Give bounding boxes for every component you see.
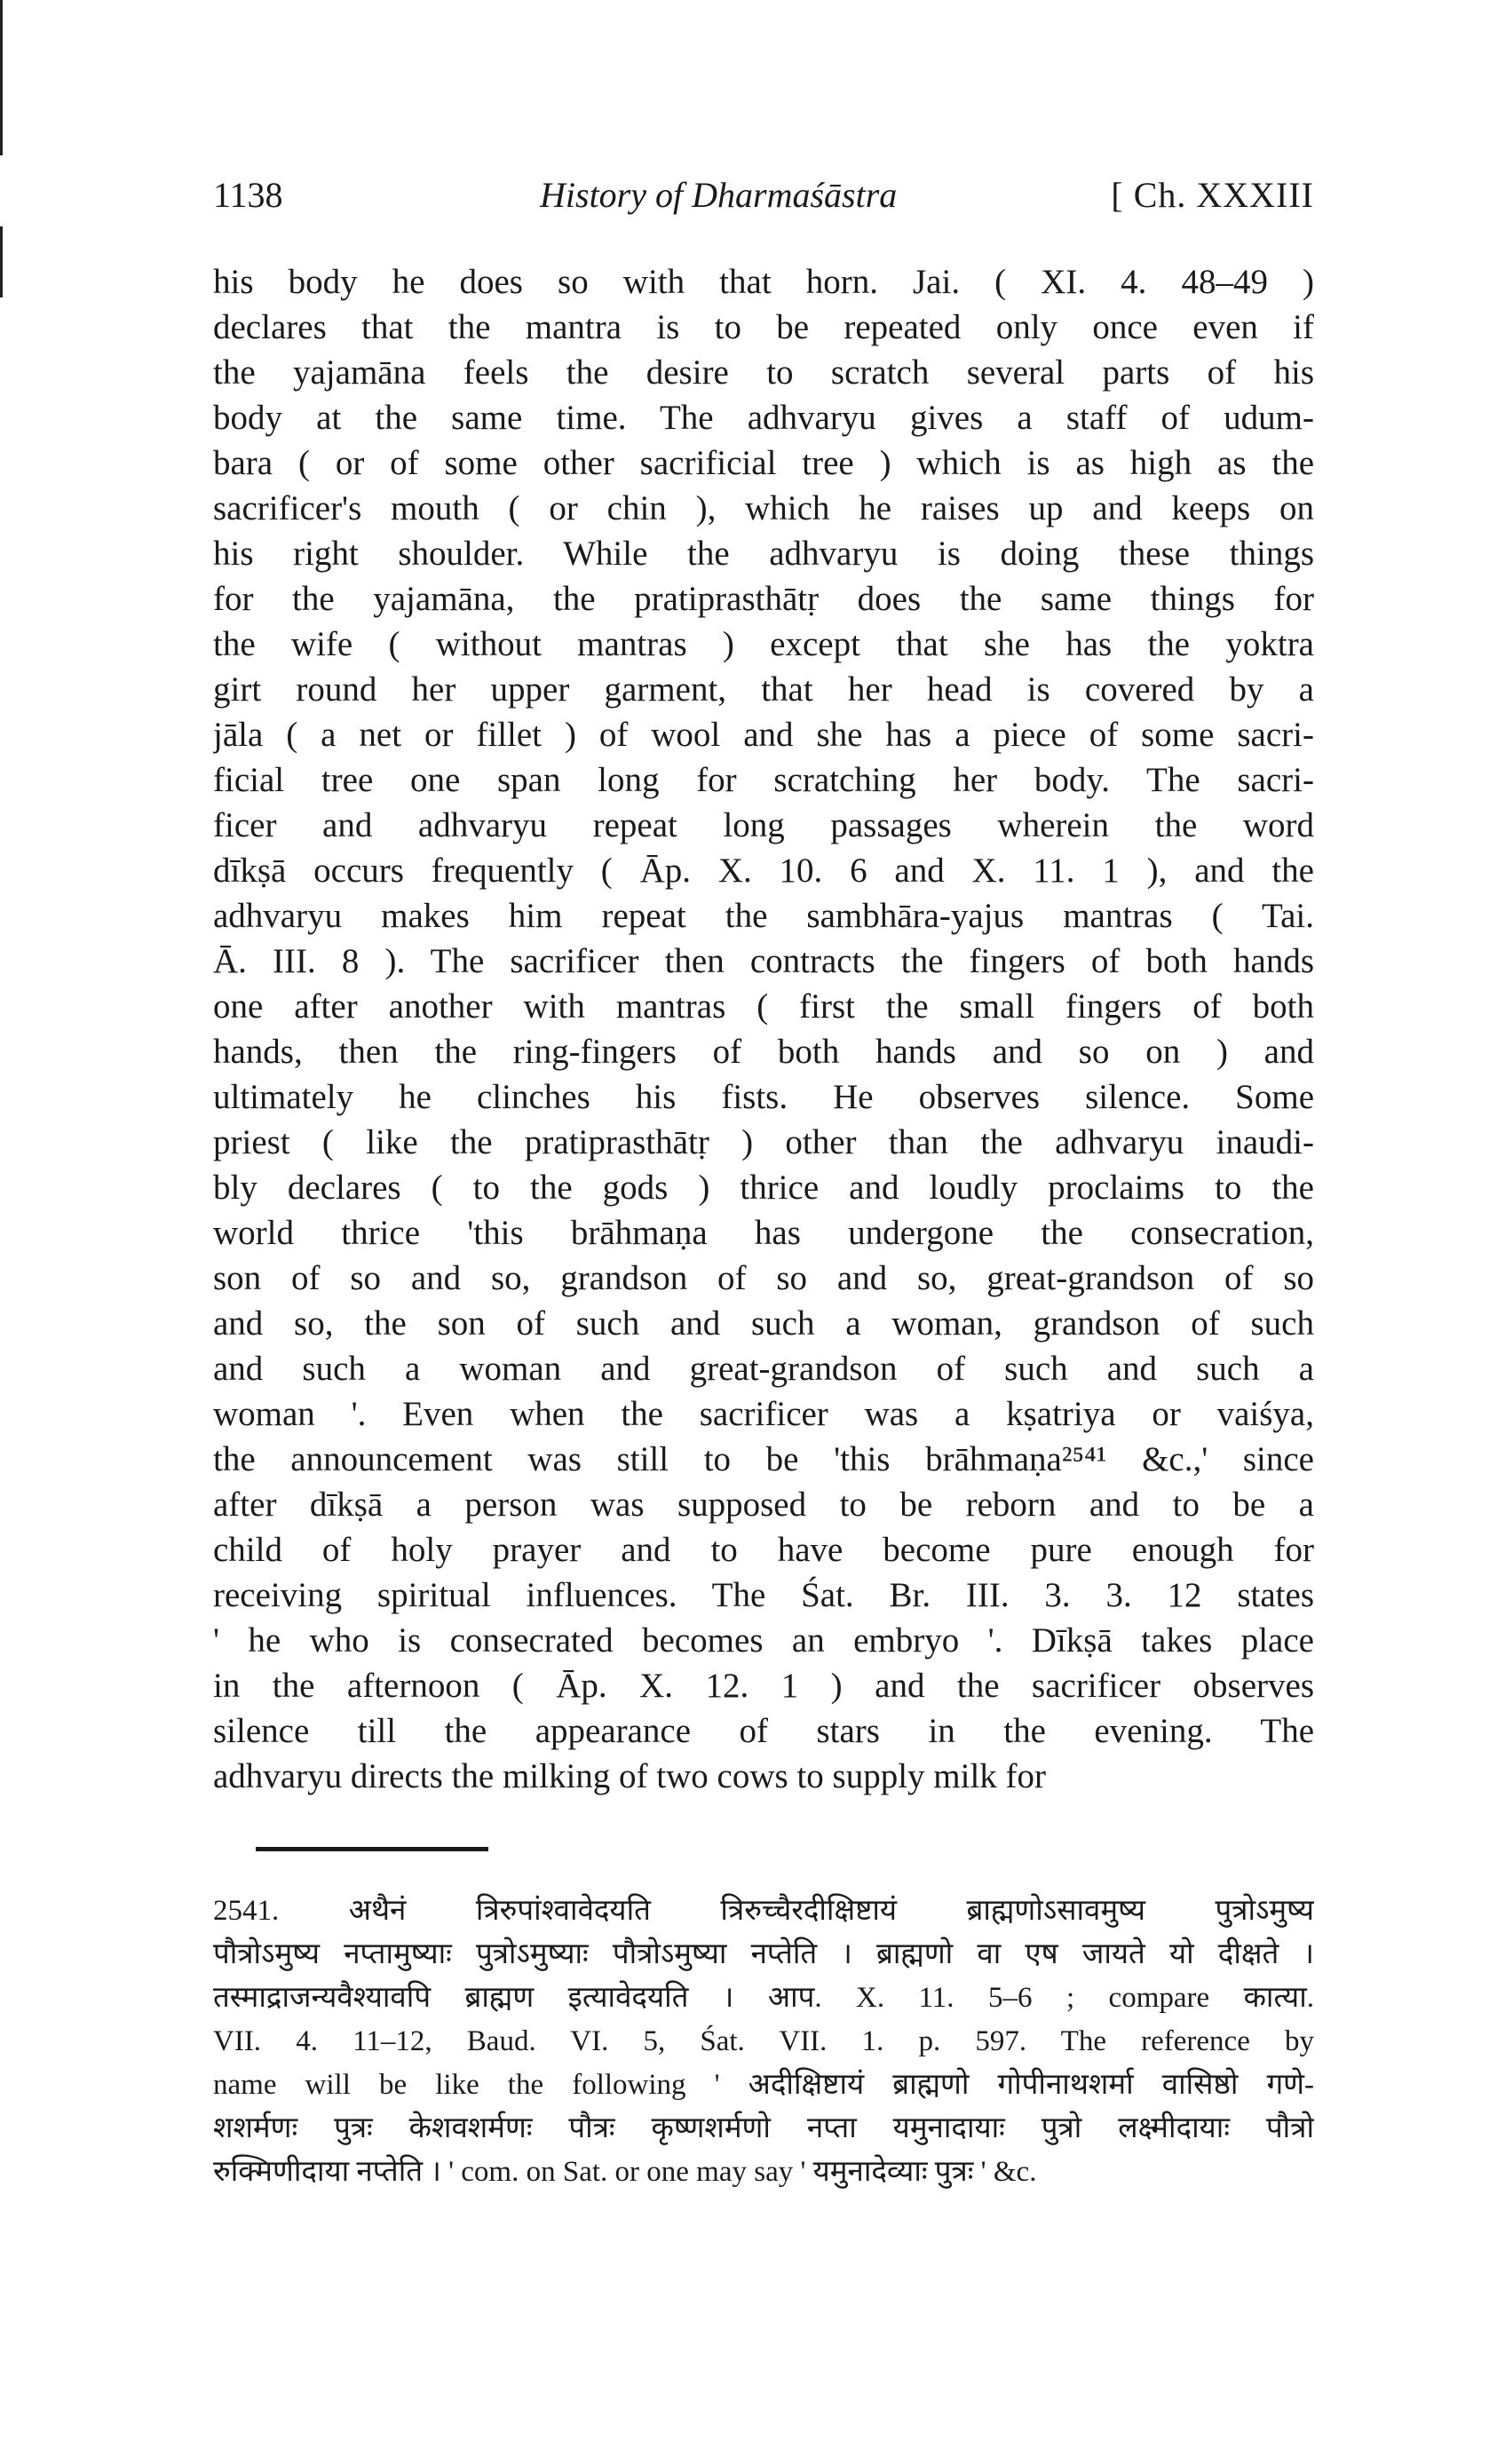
body-line: and so, the son of such and such a woman, grandson of such (213, 1304, 1314, 1343)
page-number: 1138 (213, 175, 283, 215)
footnote-line: रुक्मिणीदाया नप्तेति । ' com. on Sat. or one may say ' यमुनादेव्याः पुत्रः ' &c. (213, 2156, 1037, 2188)
footnote-line: पौत्रोऽमुष्य नप्तामुष्याः पुत्रोऽमुष्याः पौत्रोऽमुष्या नप्तेति । ब्राह्मणो वा एष जायते यो दीक्षते । (213, 1938, 1314, 1970)
left-margin-rule-top (0, 0, 3, 155)
body-line: adhvaryu makes him repeat the sambhāra-yajus mantras ( Tai. (213, 897, 1314, 935)
body-line: and such a woman and great-grandson of such and such a (213, 1350, 1314, 1388)
body-text (213, 259, 1314, 1799)
body-line: his body he does so with that horn. Jai. ( XI. 4. 48–49 ) (213, 263, 1314, 301)
footnote-line: शशर्मणः पुत्रः केशवशर्मणः पौत्रः कृष्णशर्मणो नप्ता यमुनादायाः पुत्रो लक्ष्मीदायाः पौत्रो (213, 2112, 1314, 2144)
body-line: his right shoulder. While the adhvaryu is doing these things (213, 535, 1314, 573)
body-line: child of holy prayer and to have become pure enough for (213, 1531, 1314, 1569)
body-line: silence till the appearance of stars in the evening. The (213, 1712, 1314, 1750)
body-line: sacrificer's mouth ( or chin ), which he raises up and keeps on (213, 489, 1314, 527)
body-line: in the afternoon ( Āp. X. 12. 1 ) and the sacrificer observes (213, 1667, 1314, 1705)
body-line: jāla ( a net or fillet ) of wool and she has a piece of some sacri- (213, 716, 1314, 754)
body-line: ficial tree one span long for scratching her body. The sacri- (213, 761, 1314, 799)
running-head (213, 174, 1314, 227)
body-line: declares that the mantra is to be repeated only once even if (213, 308, 1314, 346)
body-line: woman '. Even when the sacrificer was a kṣatriya or vaiśya, (213, 1395, 1314, 1433)
body-line: bara ( or of some other sacrificial tree ) which is as high as the (213, 444, 1314, 482)
body-line: the wife ( without mantras ) except that she has the yoktra (213, 625, 1314, 663)
body-line: ultimately he clinches his fists. He observes silence. Some (213, 1078, 1314, 1116)
body-line: adhvaryu directs the milking of two cows to supply milk for (213, 1757, 1047, 1795)
body-line: ficer and adhvaryu repeat long passages wherein the word (213, 806, 1314, 844)
footnote-line: 2541. अथैनं त्रिरुपांश्वावेदयति त्रिरुच्चैरदीक्षिष्टायं ब्राह्मणोऽसावमुष्य पुत्रोऽमुष्य (213, 1895, 1314, 1927)
body-line: bly declares ( to the gods ) thrice and loudly proclaims to the (213, 1169, 1314, 1207)
body-line: Ā. III. 8 ). The sacrificer then contracts the fingers of both hands (213, 942, 1314, 980)
body-line: hands, then the ring-fingers of both hands and so on ) and (213, 1033, 1314, 1071)
book-title: History of Dharmaśāstra (540, 175, 898, 215)
body-line: son of so and so, grandson of so and so, great-grandson of so (213, 1259, 1314, 1297)
body-line: the announcement was still to be 'this brāhmaṇa²⁵⁴¹ &c.,' since (213, 1440, 1314, 1478)
body-line: the yajamāna feels the desire to scratch several parts of his (213, 353, 1314, 392)
body-line: body at the same time. The adhvaryu gives a staff of udum- (213, 399, 1314, 437)
body-line: dīkṣā occurs frequently ( Āp. X. 10. 6 and X. 11. 1 ), and the (213, 852, 1314, 890)
footnote-line: तस्माद्राजन्यवैश्यावपि ब्राह्मण इत्यावेदयति । आप. X. 11. 5–6 ; compare कात्या. (213, 1982, 1314, 2014)
left-margin-rule-lower (0, 226, 3, 297)
body-line: ' he who is consecrated becomes an embryo '. Dīkṣā takes place (213, 1621, 1314, 1660)
footnote-line: VII. 4. 11–12, Baud. VI. 5, Śat. VII. 1. p. 597. The reference by (213, 2025, 1314, 2057)
footnote-line: name will be like the following ' अदीक्षिष्टायं ब्राह्मणो गोपीनाथशर्मा वासिष्ठो गणे- (213, 2069, 1314, 2101)
footnote-rule (256, 1847, 488, 1851)
body-line: world thrice 'this brāhmaṇa has undergone the consecration, (213, 1214, 1314, 1252)
body-line: girt round her upper garment, that her head is covered by a (213, 670, 1314, 709)
chapter-label: [ Ch. XXXIII (1111, 175, 1314, 215)
body-line: after dīkṣā a person was supposed to be reborn and to be a (213, 1486, 1314, 1524)
body-line: one after another with mantras ( first the small fingers of both (213, 987, 1314, 1026)
footnote-2541 (213, 1890, 1314, 2194)
body-line: receiving spiritual influences. The Śat. Br. III. 3. 3. 12 states (213, 1576, 1314, 1614)
body-line: priest ( like the pratiprasthātṛ ) other than the adhvaryu inaudi- (213, 1123, 1314, 1161)
body-line: for the yajamāna, the pratiprasthātṛ does the same things for (213, 580, 1314, 618)
